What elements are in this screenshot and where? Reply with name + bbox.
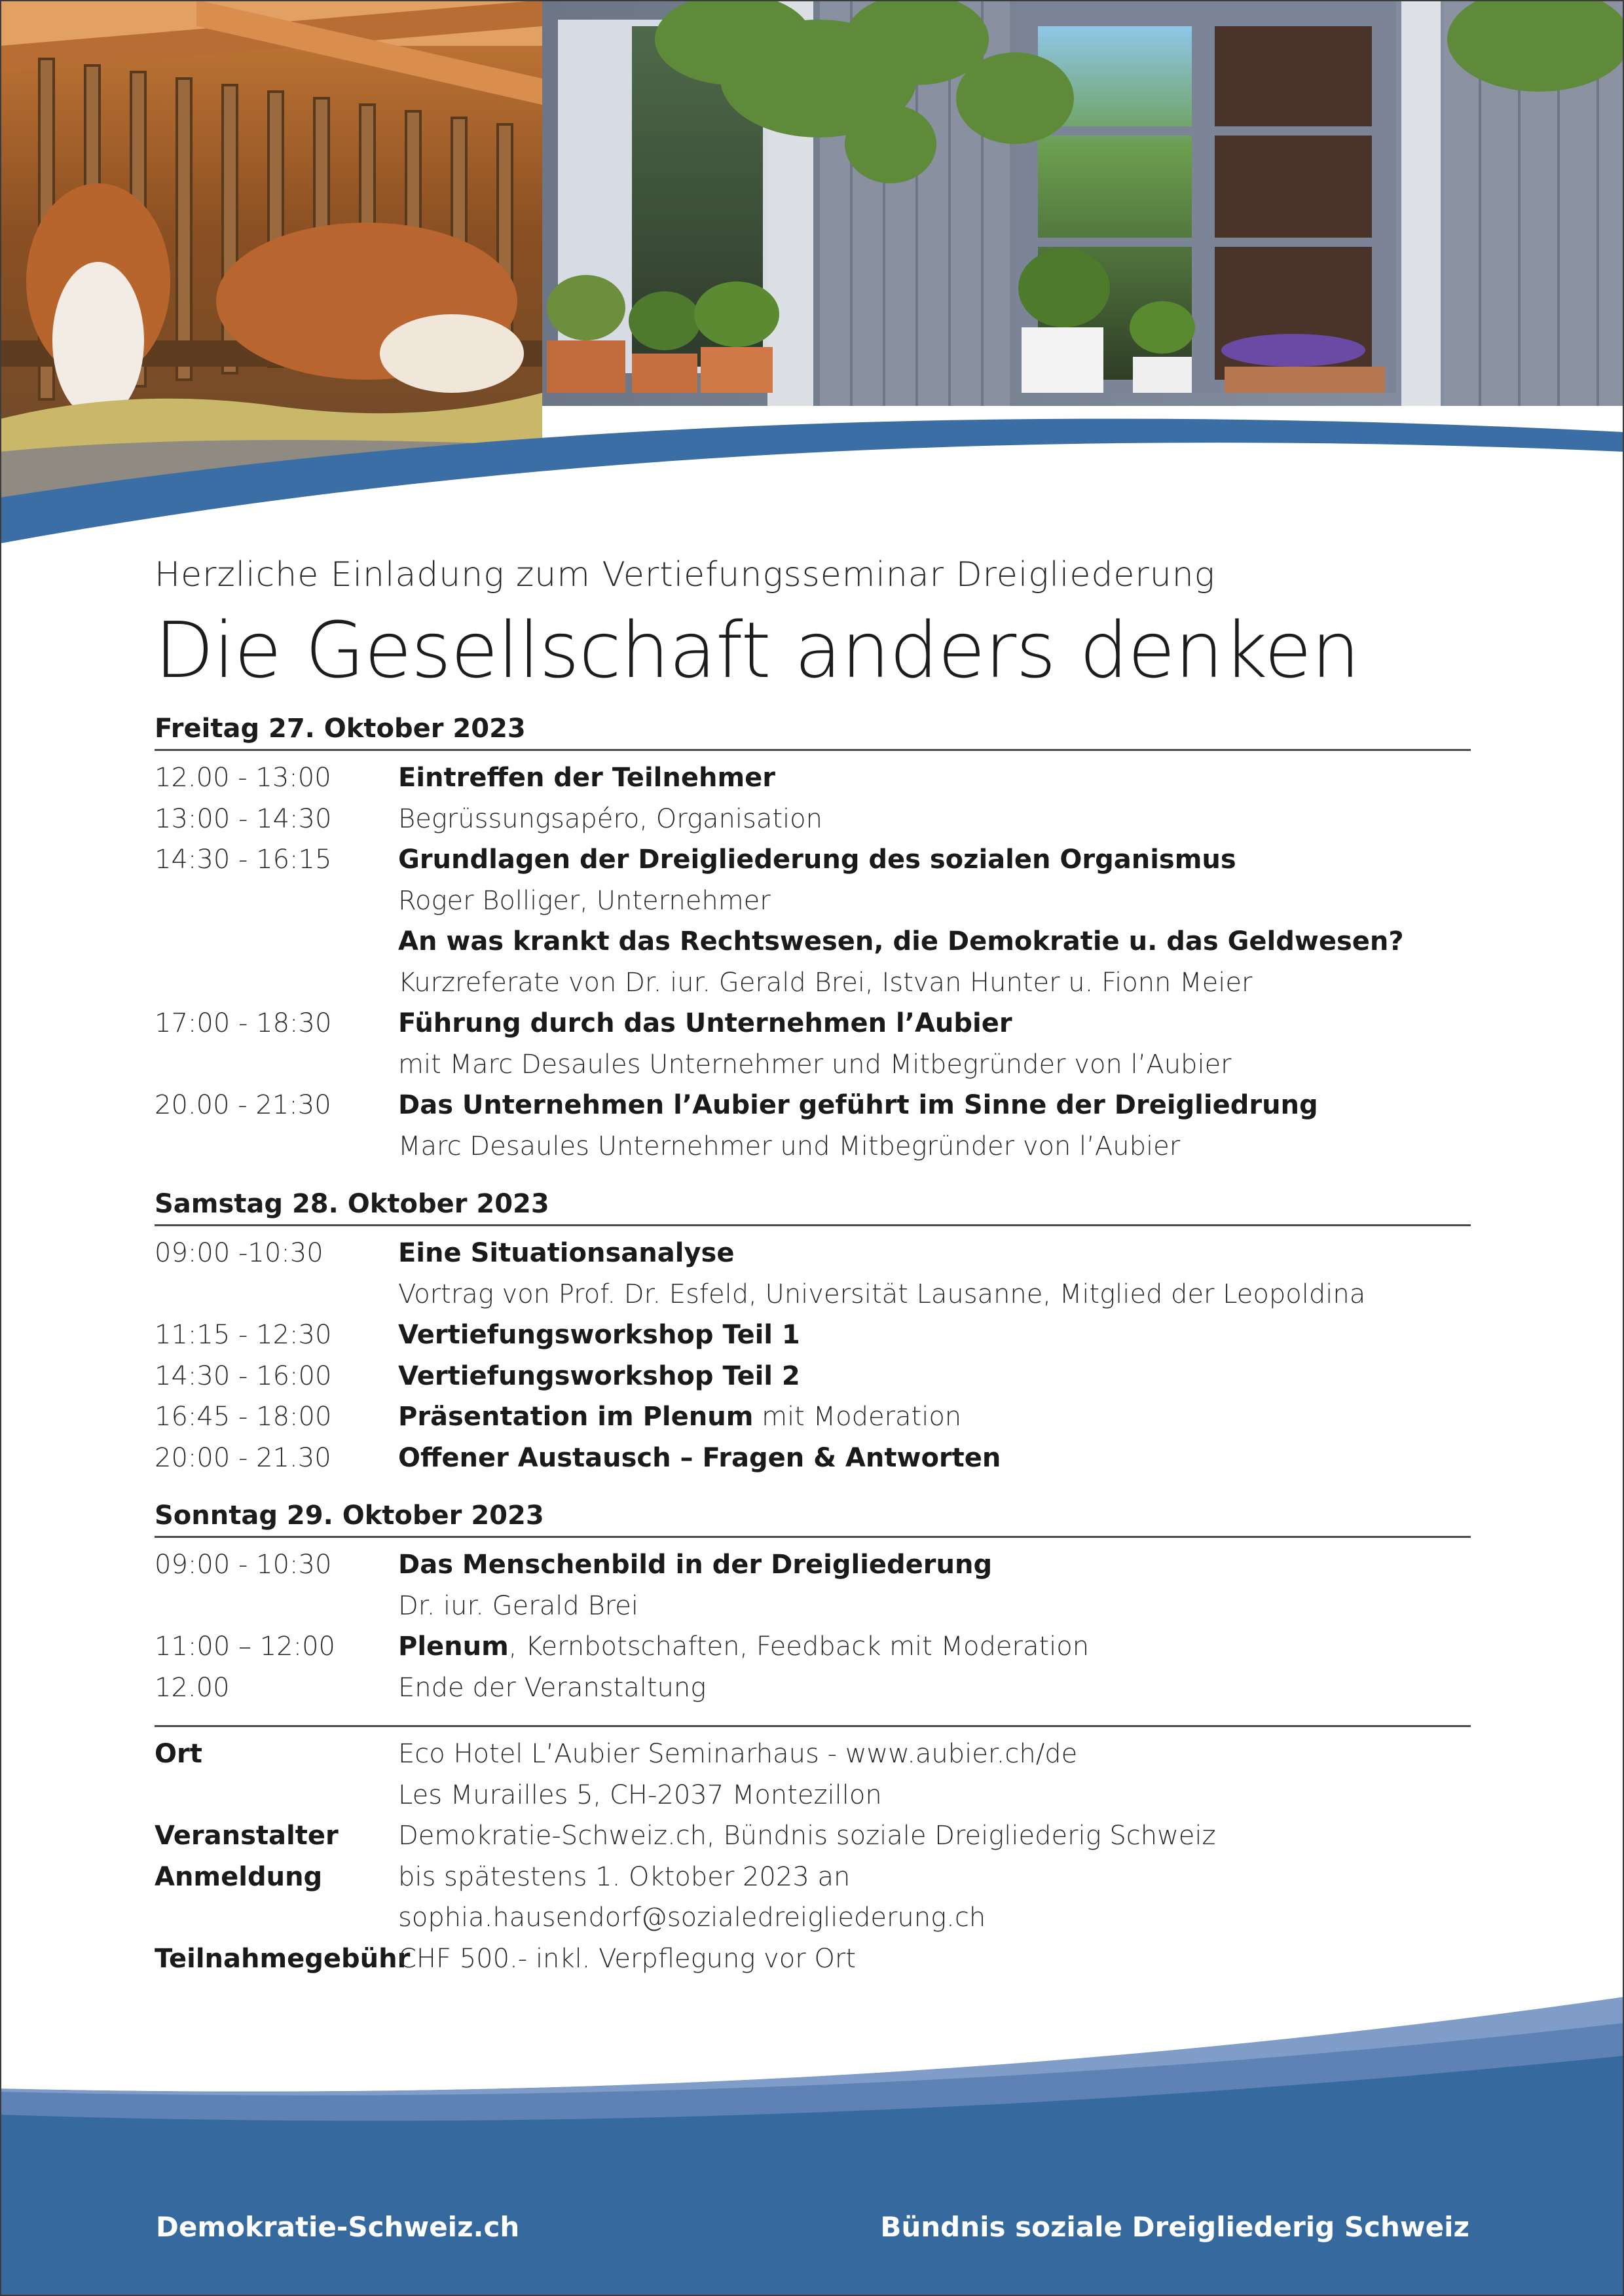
- schedule-row: [155, 1044, 1471, 1085]
- session-description: [398, 1626, 1471, 1667]
- session-description: [398, 1274, 1471, 1315]
- footer-band: [0, 1977, 1624, 2296]
- day-heading: Samstag 28. Oktober 2023: [155, 1184, 1471, 1226]
- time-slot: 17:00 - 18:30: [155, 1008, 332, 1038]
- session-description: [398, 1438, 1471, 1479]
- schedule-row: [155, 1667, 1471, 1709]
- day-heading: Freitag 27. Oktober 2023: [155, 708, 1471, 751]
- info-row: [155, 1734, 1471, 1775]
- schedule-row: [155, 799, 1471, 840]
- schedule-row: [155, 1315, 1471, 1356]
- info-value: Les Murailles 5, CH-2037 Montezillon: [398, 1779, 882, 1810]
- session-detail: Ende der Veranstaltung: [398, 1672, 707, 1703]
- session-title: Das Unternehmen l’Aubier geführt im Sinne der Dreigliedrung: [398, 1090, 1318, 1120]
- subtitle: Herzliche Einladung zum Vertiefungsseminar Dreigliederung: [155, 555, 1215, 594]
- info-value: sophia.hausendorf@sozialedreigliederung.ch: [398, 1903, 986, 1933]
- info-value: Demokratie-Schweiz.ch, Bündnis soziale Dreigliederig Schweiz: [398, 1821, 1216, 1851]
- schedule-row: [155, 1126, 1471, 1167]
- schedule-row: [155, 921, 1471, 962]
- session-title: Offener Austausch – Fragen & Antworten: [398, 1442, 1001, 1473]
- session-description: [398, 757, 1471, 799]
- day-heading: Sonntag 29. Oktober 2023: [155, 1495, 1471, 1538]
- footer-right-text: Bündnis soziale Dreigliederig Schweiz: [880, 2211, 1469, 2243]
- day-block: [155, 1184, 1471, 1478]
- session-title: Das Menschenbild in der Dreigliederung: [398, 1550, 993, 1580]
- session-description: [398, 921, 1471, 962]
- info-value: bis spätestens 1. Oktober 2023 an: [398, 1861, 851, 1892]
- session-description: [398, 1356, 1471, 1397]
- time-slot: 14:30 - 16:15: [155, 845, 332, 875]
- session-title: Präsentation im Plenum: [398, 1402, 754, 1432]
- session-description: [398, 1085, 1471, 1126]
- time-slot: [155, 962, 398, 1004]
- session-detail: mit Marc Desaules Unternehmer und Mitbegründer von l’Aubier: [398, 1049, 1232, 1080]
- session-detail: Roger Bolliger, Unternehmer: [398, 885, 771, 916]
- info-row: [155, 1857, 1471, 1898]
- time-slot: [155, 1274, 398, 1315]
- info-row: [155, 1939, 1471, 1980]
- session-title: Eine Situationsanalyse: [398, 1238, 735, 1268]
- schedule-row: [155, 881, 1471, 922]
- info-label: Teilnahmegebühr: [155, 1943, 411, 1974]
- window-photo: [542, 0, 1624, 406]
- day-block: [155, 708, 1471, 1167]
- session-title: Führung durch das Unternehmen l’Aubier: [398, 1008, 1012, 1038]
- session-title: An was krankt das Rechtswesen, die Demokratie u. das Geldwesen?: [398, 926, 1404, 957]
- session-description: [398, 1233, 1471, 1274]
- session-description: [398, 1003, 1471, 1044]
- session-description: [398, 1315, 1471, 1356]
- info-row: [155, 1775, 1471, 1816]
- session-description: [398, 1667, 1471, 1709]
- session-detail: Begrüssungsapéro, Organisation: [398, 803, 822, 834]
- session-description: [398, 1126, 1471, 1167]
- info-label: Veranstalter: [155, 1821, 339, 1851]
- schedule-row: [155, 1438, 1471, 1479]
- time-slot: [155, 1126, 398, 1167]
- time-slot: 12.00 - 13:00: [155, 763, 331, 793]
- header-photos: [0, 0, 1624, 543]
- info-label: Anmeldung: [155, 1861, 323, 1892]
- info-row: [155, 1815, 1471, 1857]
- time-slot: 20.00 - 21:30: [155, 1090, 331, 1120]
- day-block: [155, 1495, 1471, 1708]
- schedule-row: [155, 1396, 1471, 1438]
- barn-photo: [0, 0, 542, 498]
- time-slot: 12.00: [155, 1672, 230, 1703]
- session-title: Grundlagen der Dreigliederung des sozialen Organismus: [398, 845, 1236, 875]
- schedule-row: [155, 1085, 1471, 1126]
- page-title: Die Gesellschaft anders denken: [155, 605, 1360, 695]
- time-slot: 11:15 - 12:30: [155, 1320, 332, 1350]
- time-slot: 09:00 - 10:30: [155, 1550, 332, 1580]
- schedule-row: [155, 1544, 1471, 1586]
- schedule-row: [155, 1274, 1471, 1315]
- time-slot: 11:00 – 12:00: [155, 1631, 335, 1662]
- schedule-row: [155, 1356, 1471, 1397]
- session-detail: mit Moderation: [753, 1402, 962, 1432]
- time-slot: 20:00 - 21.30: [155, 1442, 331, 1473]
- time-slot: [155, 1044, 398, 1085]
- session-detail: Kurzreferate von Dr. iur. Gerald Brei, Istvan Hunter u. Fionn Meier: [398, 967, 1253, 998]
- info-label: [155, 1897, 398, 1939]
- time-slot: 14:30 - 16:00: [155, 1360, 332, 1391]
- time-slot: [155, 881, 398, 922]
- session-description: [398, 1544, 1471, 1586]
- time-slot: [155, 921, 398, 962]
- session-detail: Marc Desaules Unternehmer und Mitbegründer von l’Aubier: [398, 1131, 1181, 1161]
- info-label: [155, 1775, 398, 1816]
- session-title: Plenum: [398, 1631, 509, 1662]
- session-title: Vertiefungsworkshop Teil 1: [398, 1320, 800, 1350]
- schedule-row: [155, 962, 1471, 1004]
- info-row: [155, 1897, 1471, 1939]
- main-content: [155, 549, 1471, 1979]
- session-title: Vertiefungsworkshop Teil 2: [398, 1360, 800, 1391]
- schedule-row: [155, 757, 1471, 799]
- session-description: [398, 839, 1471, 881]
- session-detail: Dr. iur. Gerald Brei: [398, 1590, 638, 1621]
- session-title: Eintreffen der Teilnehmer: [398, 763, 775, 793]
- schedule: [155, 708, 1471, 1708]
- schedule-row: [155, 1586, 1471, 1627]
- schedule-row: [155, 1626, 1471, 1667]
- time-slot: 13:00 - 14:30: [155, 803, 332, 834]
- schedule-row: [155, 1233, 1471, 1274]
- session-description: [398, 799, 1471, 840]
- time-slot: 09:00 -10:30: [155, 1238, 323, 1268]
- session-description: [398, 1586, 1471, 1627]
- schedule-row: [155, 1003, 1471, 1044]
- info-value: Eco Hotel L’Aubier Seminarhaus - www.aubier.ch/de: [398, 1739, 1078, 1769]
- info-section: [155, 1725, 1471, 1979]
- session-detail: , Kernbotschaften, Feedback mit Moderation: [508, 1631, 1090, 1662]
- session-detail: Vortrag von Prof. Dr. Esfeld, Universität Lausanne, Mitglied der Leopoldina: [398, 1279, 1366, 1309]
- session-description: [398, 881, 1471, 922]
- session-description: [398, 1396, 1471, 1438]
- time-slot: 16:45 - 18:00: [155, 1402, 332, 1432]
- footer-left-text: Demokratie-Schweiz.ch: [156, 2211, 520, 2243]
- info-value: CHF 500.- inkl. Verpflegung vor Ort: [398, 1943, 856, 1974]
- session-description: [398, 962, 1471, 1004]
- info-label: Ort: [155, 1739, 202, 1769]
- schedule-row: [155, 839, 1471, 881]
- session-description: [398, 1044, 1471, 1085]
- time-slot: [155, 1586, 398, 1627]
